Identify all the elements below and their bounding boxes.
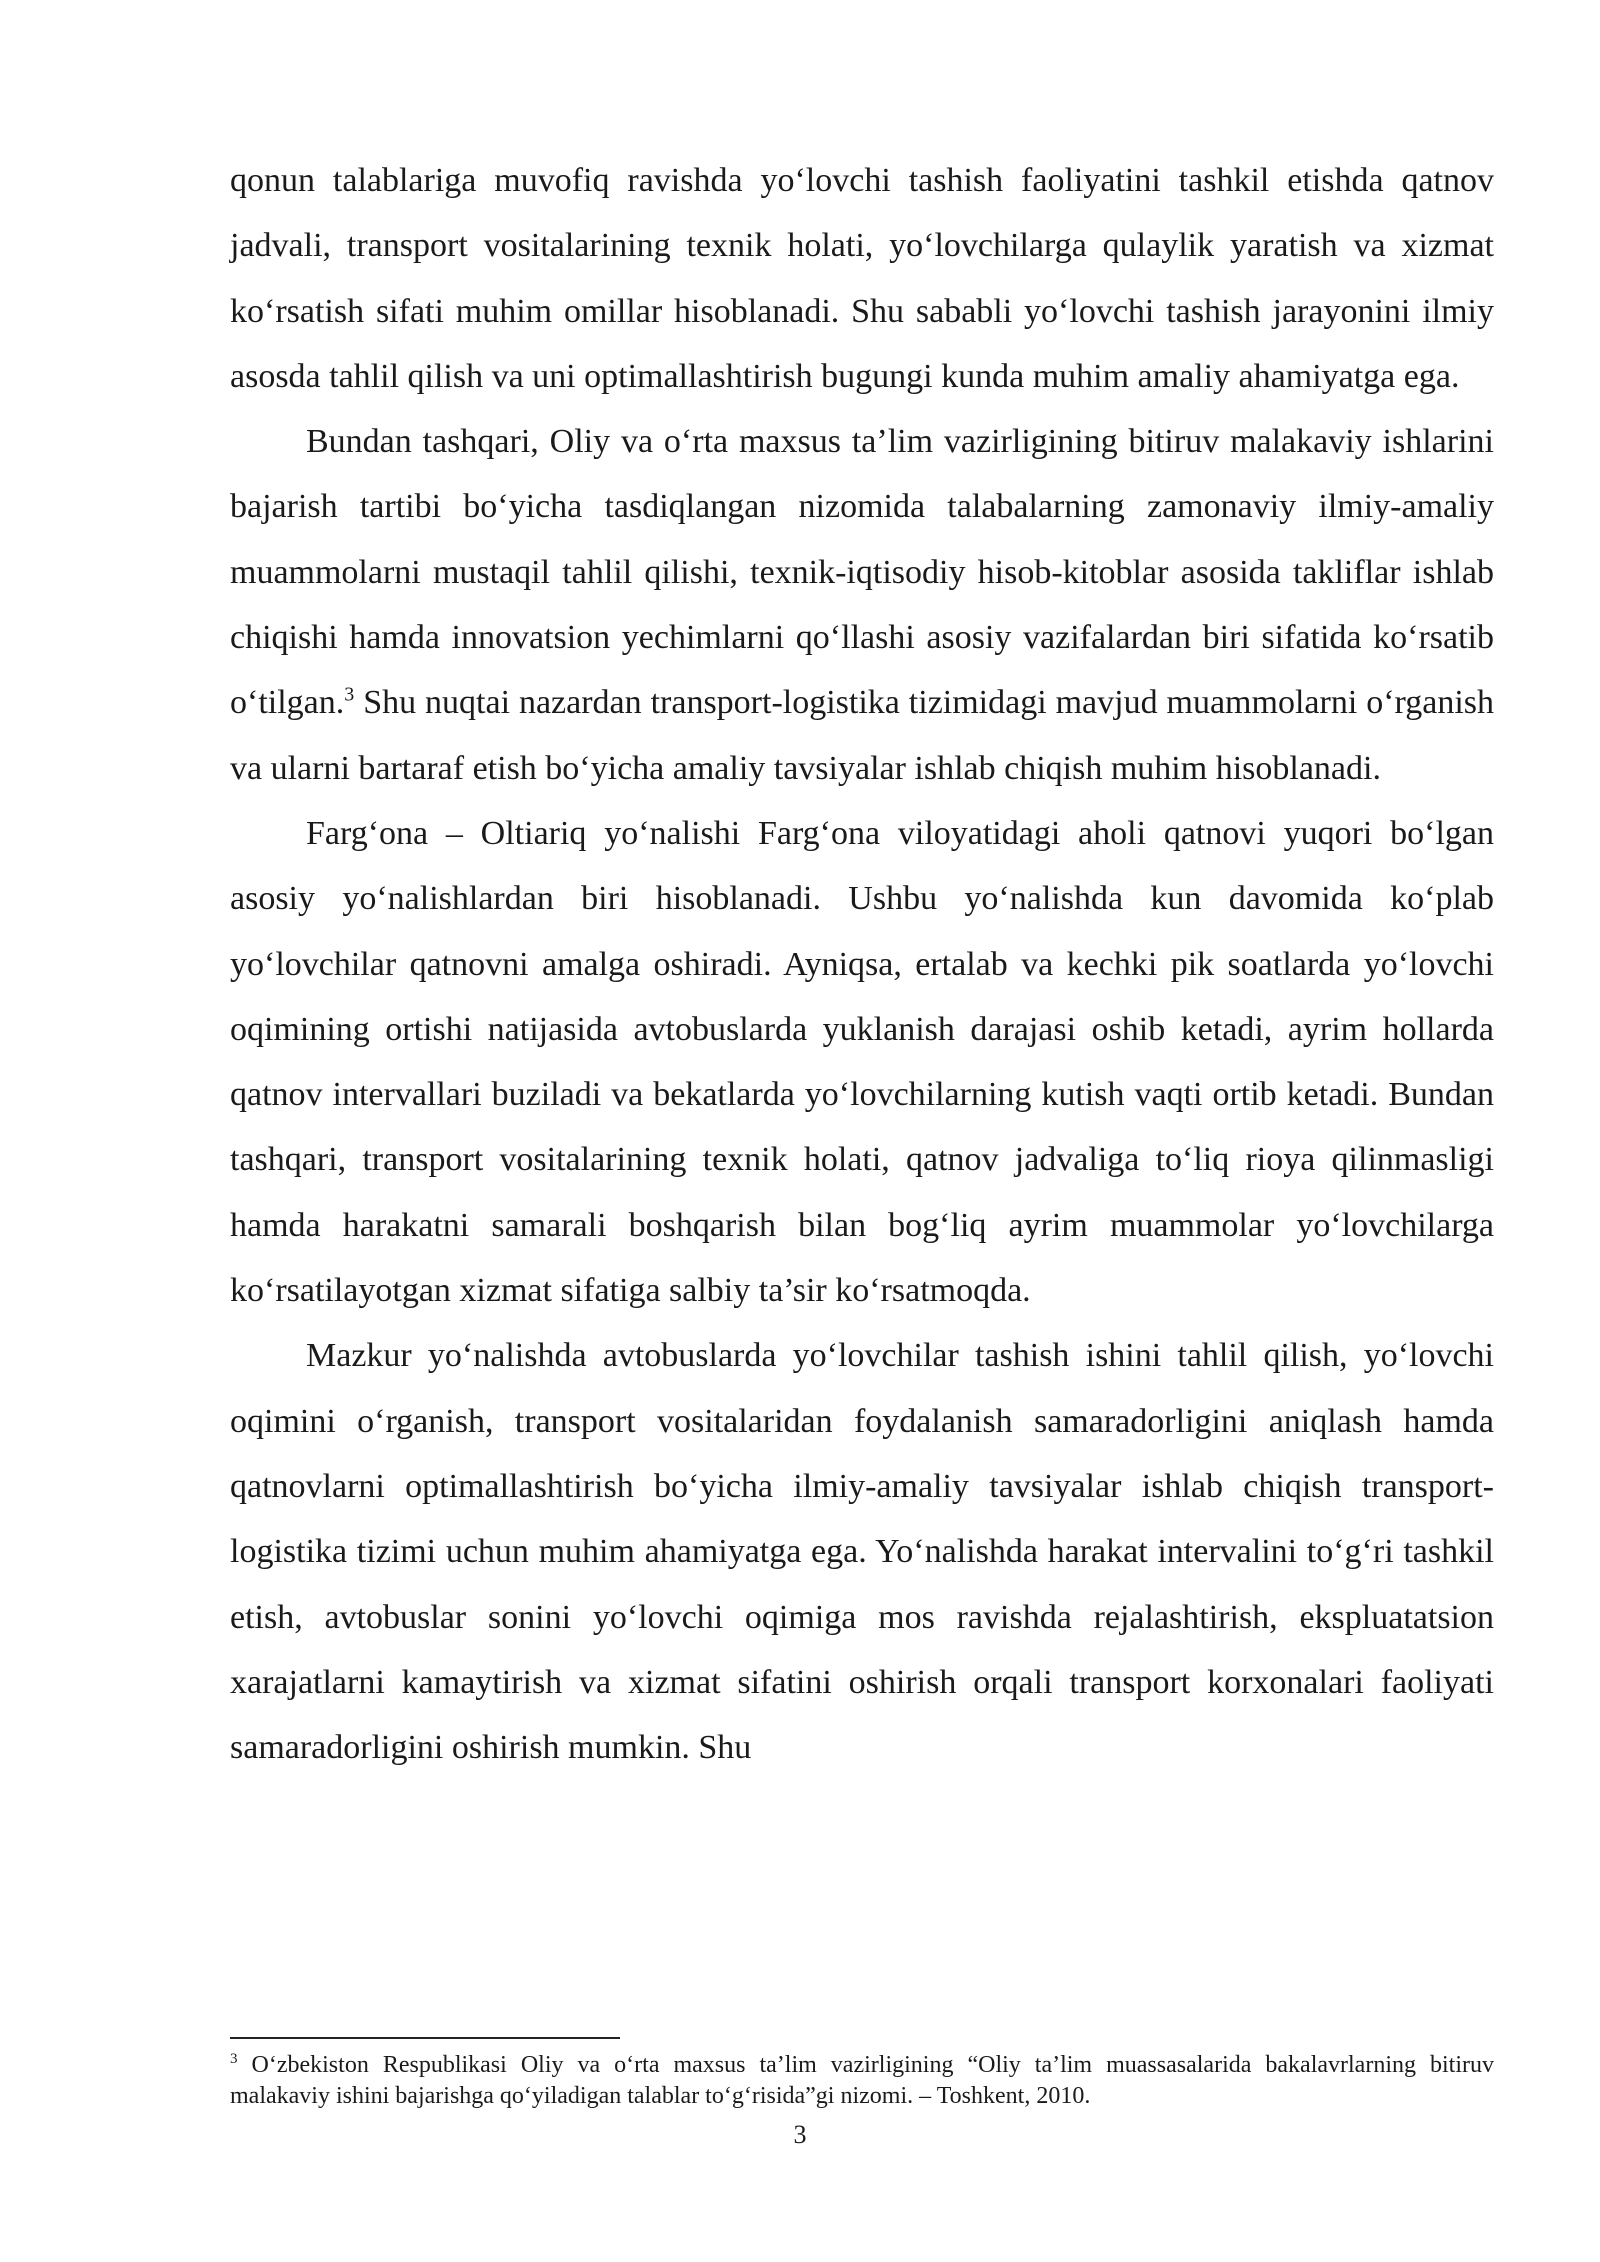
paragraph-text: Shu nuqtai nazardan transport-logistika tizimidagi mavjud muammolarni o‘rganish va ularni bartaraf etish bo‘yicha amaliy tavsiyalar ishlab chiqish muhim hisoblanadi. (230, 684, 1494, 787)
footnote-text: O‘zbekiston Respublikasi Oliy va o‘rta maxsus ta’lim vazirligining “Oliy ta’lim muassasalarida bakalavrlarning bitiruv malakaviy ishini bajarishga qo‘yiladigan talablar to‘g‘risida”gi nizomi. – Toshkent, 2010. (230, 2052, 1494, 2109)
footnote-mark: 3 (230, 2051, 238, 2067)
body-text (230, 148, 1494, 1780)
page-number: 3 (793, 2120, 807, 2149)
paragraph-text: Bundan tashqari, Oliy va o‘rta maxsus ta’lim vazirligining bitiruv malakaviy ishlarini bajarish tartibi bo‘yicha tasdiqlangan nizomida talabalarning zamonaviy ilmiy-amaliy muammolarni mustaqil tahlil qilishi, texnik-iqtisodiy hisob-kitoblar asosida takliflar ishlab chiqishi hamda innovatsion yechimlarni qo‘llashi asosiy vazifalardan biri sifatida ko‘rsatib o‘tilgan. (230, 423, 1494, 722)
footnote (230, 2050, 1494, 2112)
paragraph-route-description: Farg‘ona – Oltiariq yo‘nalishi Farg‘ona viloyatidagi aholi qatnovi yuqori bo‘lgan asosiy yo‘nalishlardan biri hisoblanadi. Ushbu yo‘nalishda kun davomida ko‘plab yo‘lovchilar qatnovni amalga oshiradi. Ayniqsa, ertalab va kechki pik soatlarda yo‘lovchi oqimining ortishi natijasida avtobuslarda yuklanish darajasi oshib ketadi, ayrim hollarda qatnov intervallari buziladi va bekatlarda yo‘lovchilarning kutish vaqti ortib ketadi. Bundan tashqari, transport vositalarining texnik holati, qatnov jadvaliga to‘liq rioya qilinmasligi hamda harakatni samarali boshqarish bilan bog‘liq ayrim muammolar yo‘lovchilarga ko‘rsatilayotgan xizmat sifatiga salbiy ta’sir ko‘rsatmoqda. (230, 814, 1494, 1310)
footnote-reference[interactable]: 3 (344, 684, 355, 707)
paragraph-route-analysis: Mazkur yo‘nalishda avtobuslarda yo‘lovchilar tashish ishini tahlil qilish, yo‘lovchi oqimini o‘rganish, transport vositalaridan foydalanish samaradorligini aniqlash hamda qatnovlarni optimallashtirish bo‘yicha ilmiy-amaliy tavsiyalar ishlab chiqish transport-logistika tizimi uchun muhim ahamiyatga ega. Yo‘nalishda harakat intervalini to‘g‘ri tashkil etish, avtobuslar sonini yo‘lovchi oqimiga mos ravishda rejalashtirish, ekspluatatsion xarajatlarni kamaytirish va xizmat sifatini oshirish orqali transport korxonalari faoliyati samaradorligini oshirish mumkin. Shu (230, 1337, 1494, 1767)
paragraph-thesis-regulation (230, 409, 1494, 801)
footnote-separator (230, 2037, 620, 2039)
paragraph-continuation: qonun talablariga muvofiq ravishda yo‘lovchi tashish faoliyatini tashkil etishda qatnov jadvali, transport vositalarining texnik holati, yo‘lovchilarga qulaylik yaratish va xizmat ko‘rsatish sifati muhim omillar hisoblanadi. Shu sababli yo‘lovchi tashish jarayonini ilmiy asosda tahlil qilish va uni optimallashtirish bugungi kunda muhim amaliy ahamiyatga ega. (230, 162, 1494, 395)
